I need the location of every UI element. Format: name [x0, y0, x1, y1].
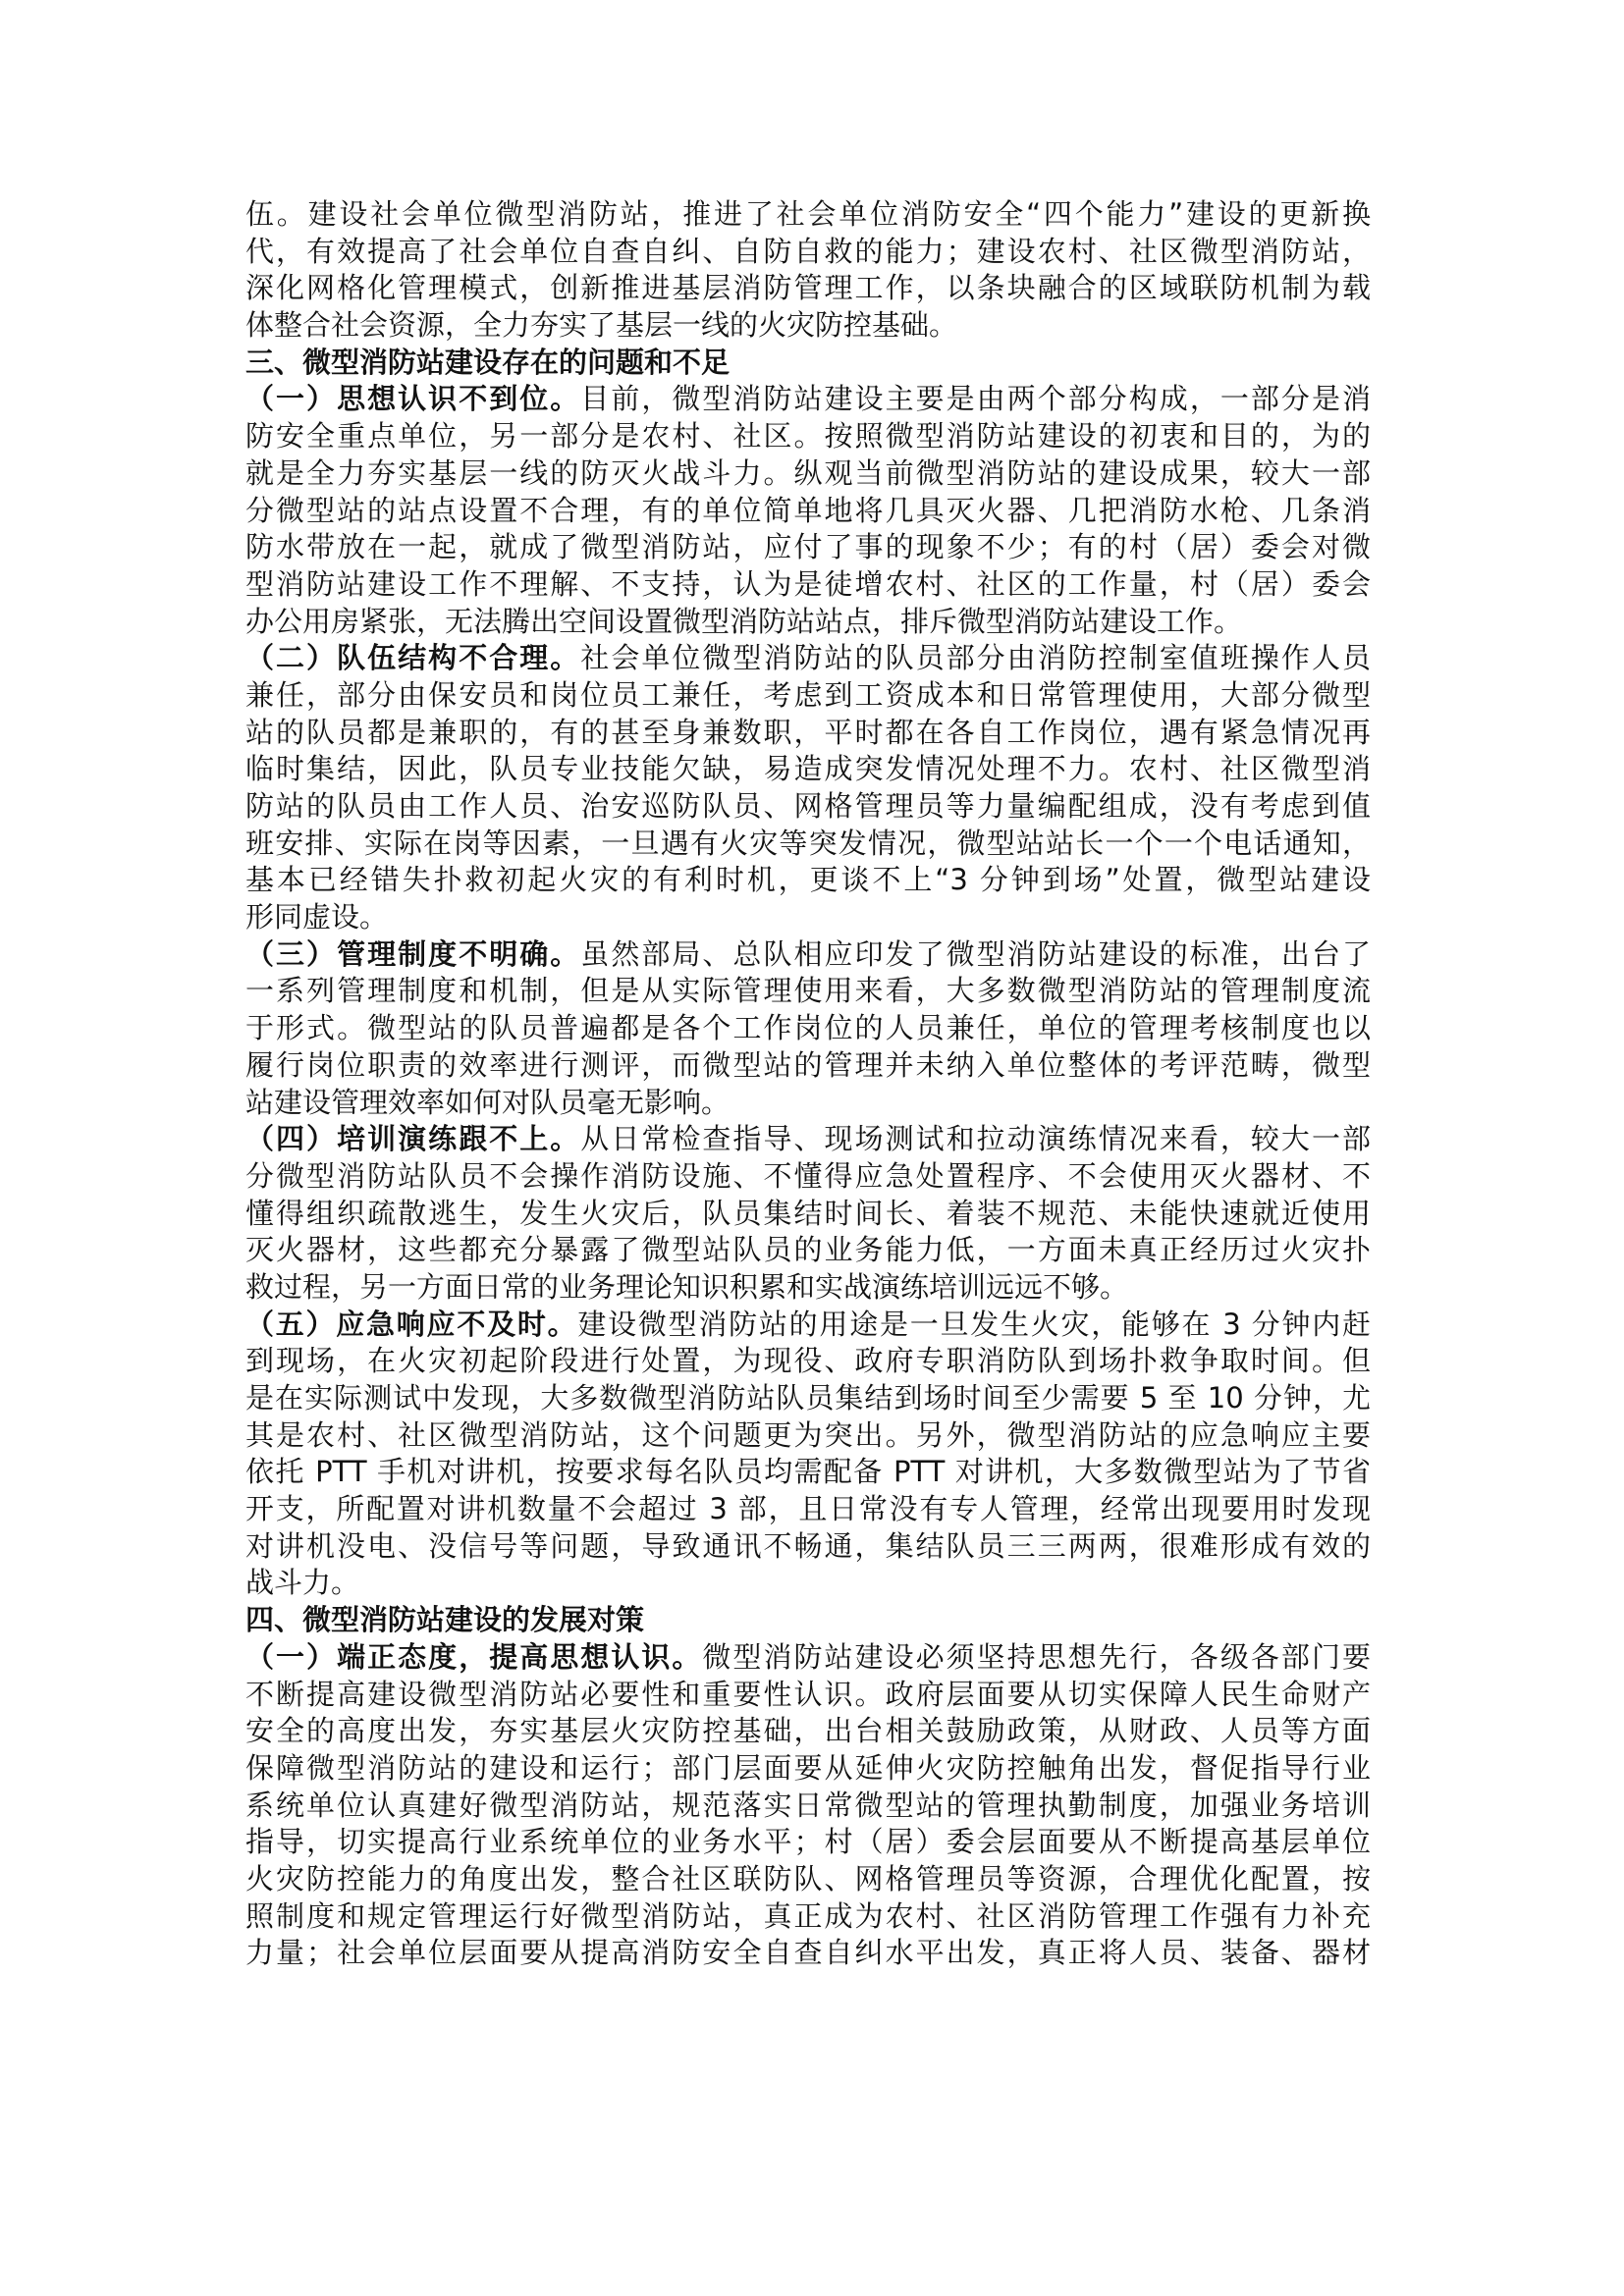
line-text: 三、微型消防站建设存在的问题和不足 — [245, 345, 731, 379]
line-text: 社会单位微型消防站的队员部分由消防控制室值班操作人员 — [580, 641, 1371, 675]
line-text: 对讲机没电、没信号等问题，导致通讯不畅通，集结队员三三两两，很难形成有效的 — [245, 1528, 1371, 1563]
text-line — [245, 1677, 1371, 1714]
paragraph-lead-heading: （一）思想认识不到位。 — [245, 382, 581, 416]
text-line — [245, 1158, 1371, 1196]
text-line — [245, 640, 1371, 677]
line-text: 微型消防站建设必须坚持思想先行，各级各部门要 — [702, 1639, 1371, 1674]
section-heading — [245, 1602, 1371, 1639]
line-text: 四、微型消防站建设的发展对策 — [245, 1603, 645, 1637]
text-line — [245, 1121, 1371, 1158]
line-text: 其是农村、社区微型消防站，这个问题更为突出。另外，微型消防站的应急响应主要 — [245, 1417, 1371, 1452]
text-line — [245, 1380, 1371, 1417]
line-text: 站的队员都是兼职的，有的甚至身兼数职，平时都在各自工作岗位，遇有紧急情况再 — [245, 715, 1371, 749]
line-text: 型消防站建设工作不理解、不支持，认为是徒增农村、社区的工作量，村（居）委会 — [245, 566, 1371, 601]
text-line — [245, 1824, 1371, 1861]
text-line — [245, 1196, 1371, 1233]
paragraph-lead-heading: （五）应急响应不及时。 — [245, 1307, 578, 1341]
paragraph-lead-heading: （一）端正态度，提高思想认识。 — [245, 1639, 703, 1674]
text-line — [245, 270, 1371, 307]
line-text: 系统单位认真建好微型消防站，规范落实日常微型站的管理执勤制度，加强业务培训 — [245, 1788, 1371, 1822]
text-line — [245, 899, 1371, 936]
text-line — [245, 788, 1371, 826]
line-text: 深化网格化管理模式，创新推进基层消防管理工作，以条块融合的区域联防机制为载 — [245, 271, 1371, 305]
text-line — [245, 1417, 1371, 1455]
text-line — [245, 826, 1371, 863]
text-line — [245, 566, 1371, 604]
line-text: 一系列管理制度和机制，但是从实际管理使用来看，大多数微型消防站的管理制度流 — [245, 974, 1371, 1008]
text-line — [245, 1010, 1371, 1047]
line-text: 开支，所配置对讲机数量不会超过 3 部，且日常没有专人管理，经常出现要用时发现 — [245, 1492, 1371, 1526]
text-line — [245, 1788, 1371, 1825]
line-text: 防站的队员由工作人员、治安巡防队员、网格管理员等力量编配组成，没有考虑到值 — [245, 789, 1371, 823]
text-line — [245, 862, 1371, 899]
text-line — [245, 1565, 1371, 1602]
text-line — [245, 715, 1371, 752]
line-text: 不断提高建设微型消防站必要性和重要性认识。政府层面要从切实保障人民生命财产 — [245, 1677, 1371, 1711]
line-text: 形同虚设。 — [245, 900, 389, 934]
line-text: 火灾防控能力的角度出发，整合社区联防队、网格管理员等资源，合理优化配置，按 — [245, 1861, 1371, 1896]
line-text: 依托 PTT 手机对讲机，按要求每名队员均需配备 PTT 对讲机，大多数微型站为了节省 — [245, 1455, 1371, 1489]
line-text: 战斗力。 — [245, 1566, 360, 1600]
text-line — [245, 1454, 1371, 1491]
document-page — [245, 196, 1371, 1972]
text-line — [245, 493, 1371, 530]
line-text: 兼任，部分由保安员和岗位员工兼任，考虑到工资成本和日常管理使用，大部分微型 — [245, 677, 1371, 712]
line-text: 代，有效提高了社会单位自查自纠、自防自救的能力；建设农村、社区微型消防站， — [245, 234, 1371, 268]
line-text: 分微型消防站队员不会操作消防设施、不懂得应急处置程序、不会使用灭火器材、不 — [245, 1158, 1371, 1193]
text-line — [245, 529, 1371, 566]
text-line — [245, 1232, 1371, 1269]
text-line — [245, 1639, 1371, 1677]
line-text: 指导，切实提高行业系统单位的业务水平；村（居）委会层面要从不断提高基层单位 — [245, 1825, 1371, 1859]
text-line — [245, 1307, 1371, 1344]
paragraph-lead-heading: （二）队伍结构不合理。 — [245, 641, 581, 675]
line-text: 是在实际测试中发现，大多数微型消防站队员集结到场时间至少需要 5 至 10 分钟，尤 — [245, 1381, 1371, 1415]
text-line — [245, 1343, 1371, 1380]
line-text: 办公用房紧张，无法腾出空间设置微型消防站站点，排斥微型消防站建设工作。 — [245, 604, 1243, 638]
line-text: 目前，微型消防站建设主要是由两个部分构成，一部分是消 — [580, 382, 1371, 416]
line-text: 基本已经错失扑救初起火灾的有利时机，更谈不上“3 分钟到场”处置，微型站建设 — [245, 863, 1371, 897]
line-text: 站建设管理效率如何对队员毫无影响。 — [245, 1085, 731, 1119]
line-text: 建设微型消防站的用途是一旦发生火灾，能够在 3 分钟内赶 — [577, 1307, 1371, 1341]
line-text: 照制度和规定管理运行好微型消防站，真正成为农村、社区消防管理工作强有力补充 — [245, 1898, 1371, 1933]
line-text: 分微型站的站点设置不合理，有的单位简单地将几具灭火器、几把消防水枪、几条消 — [245, 493, 1371, 527]
text-line — [245, 381, 1371, 418]
text-line — [245, 307, 1371, 345]
text-line — [245, 1047, 1371, 1085]
text-line — [245, 1528, 1371, 1566]
paragraph-lead-heading: （三）管理制度不明确。 — [245, 936, 581, 971]
line-text: 安全的高度出发，夯实基层火灾防控基础，出台相关鼓励政策，从财政、人员等方面 — [245, 1714, 1371, 1748]
section-heading — [245, 345, 1371, 382]
text-line — [245, 751, 1371, 788]
text-line — [245, 1935, 1371, 1972]
text-line — [245, 234, 1371, 271]
text-line — [245, 1750, 1371, 1788]
line-text: 履行岗位职责的效率进行测评，而微型站的管理并未纳入单位整体的考评范畴，微型 — [245, 1047, 1371, 1082]
line-text: 虽然部局、总队相应印发了微型消防站建设的标准，出台了 — [580, 936, 1371, 971]
line-text: 班安排、实际在岗等因素，一旦遇有火灾等突发情况，微型站站长一个一个电话通知， — [245, 826, 1371, 860]
line-text: 保障微型消防站的建设和运行；部门层面要从延伸火灾防控触角出发，督促指导行业 — [245, 1750, 1371, 1785]
line-text: 到现场，在火灾初起阶段进行处置，为现役、政府专职消防队到场扑救争取时间。但 — [245, 1344, 1371, 1378]
text-line — [245, 677, 1371, 715]
text-line — [245, 1713, 1371, 1750]
line-text: 懂得组织疏散逃生，发生火灾后，队员集结时间长、着装不规范、未能快速就近使用 — [245, 1196, 1371, 1230]
text-line — [245, 936, 1371, 974]
line-text: 灭火器材，这些都充分暴露了微型站队员的业务能力低，一方面未真正经历过火灾扑 — [245, 1233, 1371, 1267]
line-text: 就是全力夯实基层一线的防灭火战斗力。纵观当前微型消防站的建设成果，较大一部 — [245, 455, 1371, 490]
line-text: 防水带放在一起，就成了微型消防站，应付了事的现象不少；有的村（居）委会对微 — [245, 530, 1371, 564]
text-line — [245, 1085, 1371, 1122]
line-text: 伍。建设社会单位微型消防站，推进了社会单位消防安全“四个能力”建设的更新换 — [245, 197, 1371, 231]
paragraph-lead-heading: （四）培训演练跟不上。 — [245, 1122, 581, 1156]
line-text: 力量；社会单位层面要从提高消防安全自查自纠水平出发，真正将人员、装备、器材 — [245, 1936, 1371, 1970]
line-text: 从日常检查指导、现场测试和拉动演练情况来看，较大一部 — [580, 1122, 1371, 1156]
line-text: 救过程，另一方面日常的业务理论知识积累和实战演练培训远远不够。 — [245, 1269, 1129, 1304]
text-line — [245, 604, 1371, 641]
text-line — [245, 1898, 1371, 1936]
text-line — [245, 455, 1371, 493]
line-text: 体整合社会资源，全力夯实了基层一线的火灾防控基础。 — [245, 308, 958, 343]
text-line — [245, 1861, 1371, 1898]
text-line — [245, 196, 1371, 234]
text-line — [245, 418, 1371, 455]
text-line — [245, 1269, 1371, 1307]
text-line — [245, 1491, 1371, 1528]
text-line — [245, 973, 1371, 1010]
line-text: 防安全重点单位，另一部分是农村、社区。按照微型消防站建设的初衷和目的，为的 — [245, 419, 1371, 454]
line-text: 于形式。微型站的队员普遍都是各个工作岗位的人员兼任，单位的管理考核制度也以 — [245, 1011, 1371, 1045]
line-text: 临时集结，因此，队员专业技能欠缺，易造成突发情况处理不力。农村、社区微型消 — [245, 752, 1371, 786]
